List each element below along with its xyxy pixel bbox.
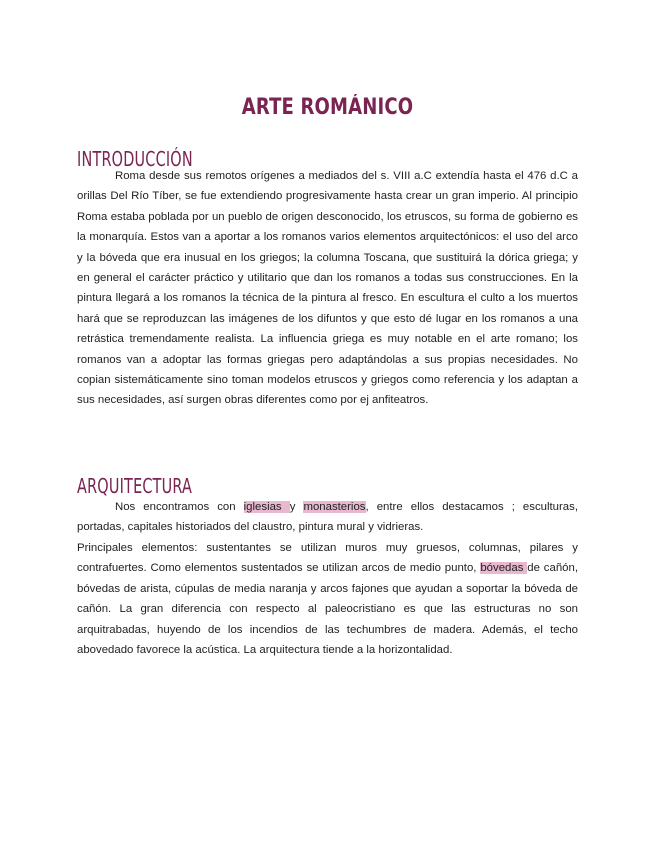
- text-run: de cañón, bóvedas de arista, cúpulas de media naranja y arcos fajones que ayudan a soportar la bóveda de cañón. La gran diferencia con respecto al paleocristiano es que las estructuras no son arquitrabadas, huyendo de los incendios de las techumbres de madera. Además, el techo abovedado favorece la acústica. La arquitectura tiende a la horizontalidad.: [77, 562, 578, 657]
- section-heading-introduccion: INTRODUCCIÓN: [77, 146, 193, 171]
- text-run: y: [289, 501, 304, 513]
- text-run: Nos encontramos con: [115, 501, 244, 513]
- intro-paragraph: Roma desde sus remotos orígenes a mediados del s. VIII a.C extendía hasta el 476 d.C a orillas Del Río Tíber, se fue extendiendo progresivamente hasta crear un gran imperio. Al principio Roma estaba poblada por un pueblo de origen desconocido, los etruscos, su forma de gobierno es la monarquía. Estos van a aportar a los romanos varios elementos arquitectónicos: el uso del arco y la bóveda que era inusual en los griegos; la columna Toscana, que sustituirá la dórica griega; y en general el carácter práctico y utilitario que dan los romanos a todas sus construcciones. En la pintura llegará a los romanos la técnica de la pintura al fresco. En escultura el culto a los muertos hará que se reproduzcan las imágenes de los difuntos y que esto dé lugar en los romanos a una retrástica tremendamente realista. La influencia griega es muy notable en el arte romano; los romanos van a adoptar las formas griegas pero adaptándolas a sus propias necesidades. No copian sistemáticamente sino toman modelos etruscos y griegos como referencia y los adaptan a sus necesidades, así surgen obras diferentes como por ej anfiteatros.: [77, 170, 578, 407]
- document-title: ARTE ROMÁNICO: [241, 94, 414, 120]
- highlighted-word-monasterios: monasterios: [303, 501, 366, 513]
- arquitectura-paragraph-2: [77, 538, 578, 660]
- text-run: , entre ellos destacamos ; esculturas, portadas, capitales historiados del claustro, pintura mural y vidrieras.: [77, 501, 578, 534]
- highlighted-word-bovedas: bóvedas: [480, 562, 528, 575]
- arquitectura-paragraph-1: [77, 497, 578, 538]
- text-run: Principales elementos: sustentantes se utilizan muros muy gruesos, columnas, pilares y contrafuertes. Como elementos sustentados se utilizan arcos de medio punto,: [77, 542, 578, 575]
- section-heading-arquitectura: ARQUITECTURA: [77, 473, 193, 498]
- highlighted-word-iglesias: iglesias: [243, 501, 290, 513]
